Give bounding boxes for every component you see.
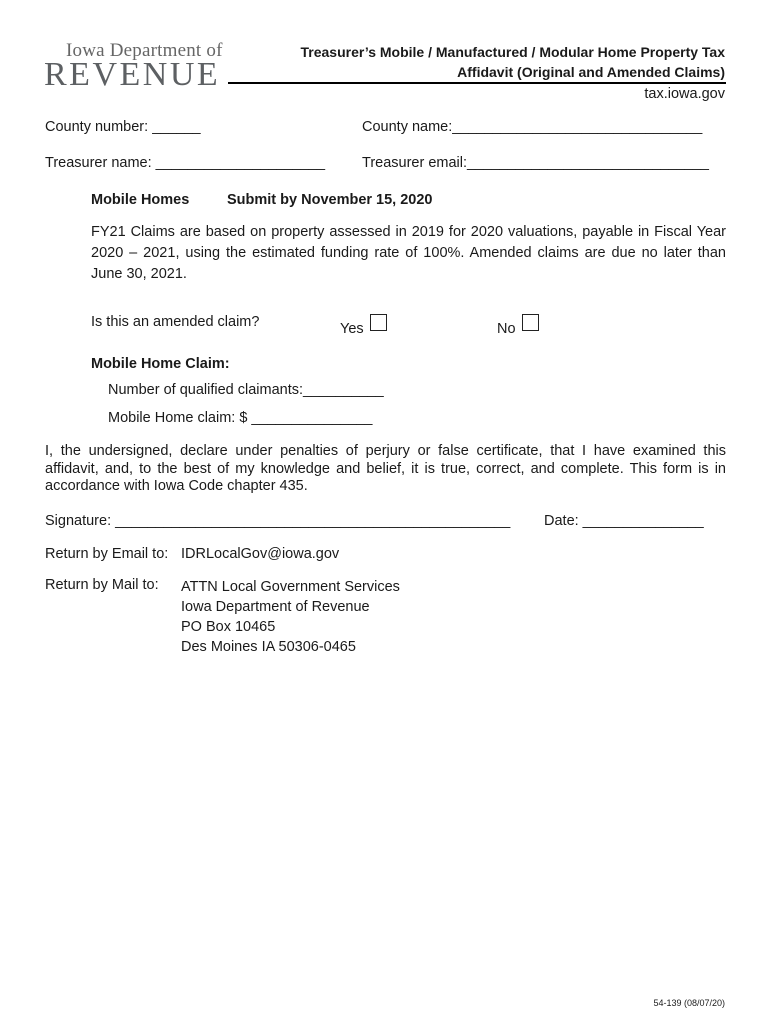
county-number-field[interactable]: County number: ______ <box>45 119 201 135</box>
county-name-field[interactable]: County name:_______________________________ <box>362 119 703 135</box>
submit-deadline: Submit by November 15, 2020 <box>227 192 433 208</box>
mailing-address <box>181 577 400 657</box>
address-line: Des Moines IA 50306-0465 <box>181 639 356 655</box>
amended-no-option[interactable] <box>497 314 539 337</box>
yes-label: Yes <box>340 321 364 337</box>
claim-amount-field[interactable]: Mobile Home claim: $ _______________ <box>108 410 373 426</box>
form-title <box>300 42 725 82</box>
date-field[interactable]: Date: _______________ <box>544 513 704 529</box>
yes-checkbox[interactable] <box>370 314 387 331</box>
form-title-line-2: Affidavit (Original and Amended Claims) <box>457 64 725 80</box>
logo-agency-line: Iowa Department of <box>66 40 223 61</box>
claim-heading: Mobile Home Claim: <box>91 356 230 372</box>
address-line: PO Box 10465 <box>181 619 276 635</box>
website-text: tax.iowa.gov <box>644 86 725 102</box>
amended-yes-option[interactable] <box>340 314 387 337</box>
logo-wordmark: REVENUE <box>44 56 221 93</box>
return-email-address[interactable]: IDRLocalGov@iowa.gov <box>181 546 340 562</box>
form-number: 54-139 (08/07/20) <box>653 998 725 1008</box>
address-line: Iowa Department of Revenue <box>181 599 370 615</box>
section-heading: Mobile Homes <box>91 192 190 208</box>
claims-paragraph: FY21 Claims are based on property assessed in 2019 for 2020 valuations, payable in Fiscal Year 2020 – 2021, using the estimated funding rate of 100%. Amended claims are due no later than June 30, 2021. <box>91 224 726 282</box>
claimants-field[interactable]: Number of qualified claimants:__________ <box>108 382 384 398</box>
amended-question: Is this an amended claim? <box>91 314 260 330</box>
form-title-line-1: Treasurer’s Mobile / Manufactured / Modular Home Property Tax <box>300 44 725 60</box>
return-mail-label: Return by Mail to: <box>45 577 159 593</box>
treasurer-email-field[interactable]: Treasurer email:______________________________ <box>362 155 709 171</box>
title-divider <box>228 82 726 84</box>
return-email-label: Return by Email to: <box>45 546 169 562</box>
no-label: No <box>497 321 516 337</box>
declaration-text: I, the undersigned, declare under penalties of perjury or false certificate, that I have examined this affidavit, and, to the best of my knowledge and belief, it is true, correct, and complete. This form is in accordance with Iowa Code chapter 435. <box>45 443 726 494</box>
address-line: ATTN Local Government Services <box>181 579 400 595</box>
signature-field[interactable]: Signature: _________________________________________________ <box>45 513 511 529</box>
no-checkbox[interactable] <box>522 314 539 331</box>
treasurer-name-field[interactable]: Treasurer name: _____________________ <box>45 155 326 171</box>
